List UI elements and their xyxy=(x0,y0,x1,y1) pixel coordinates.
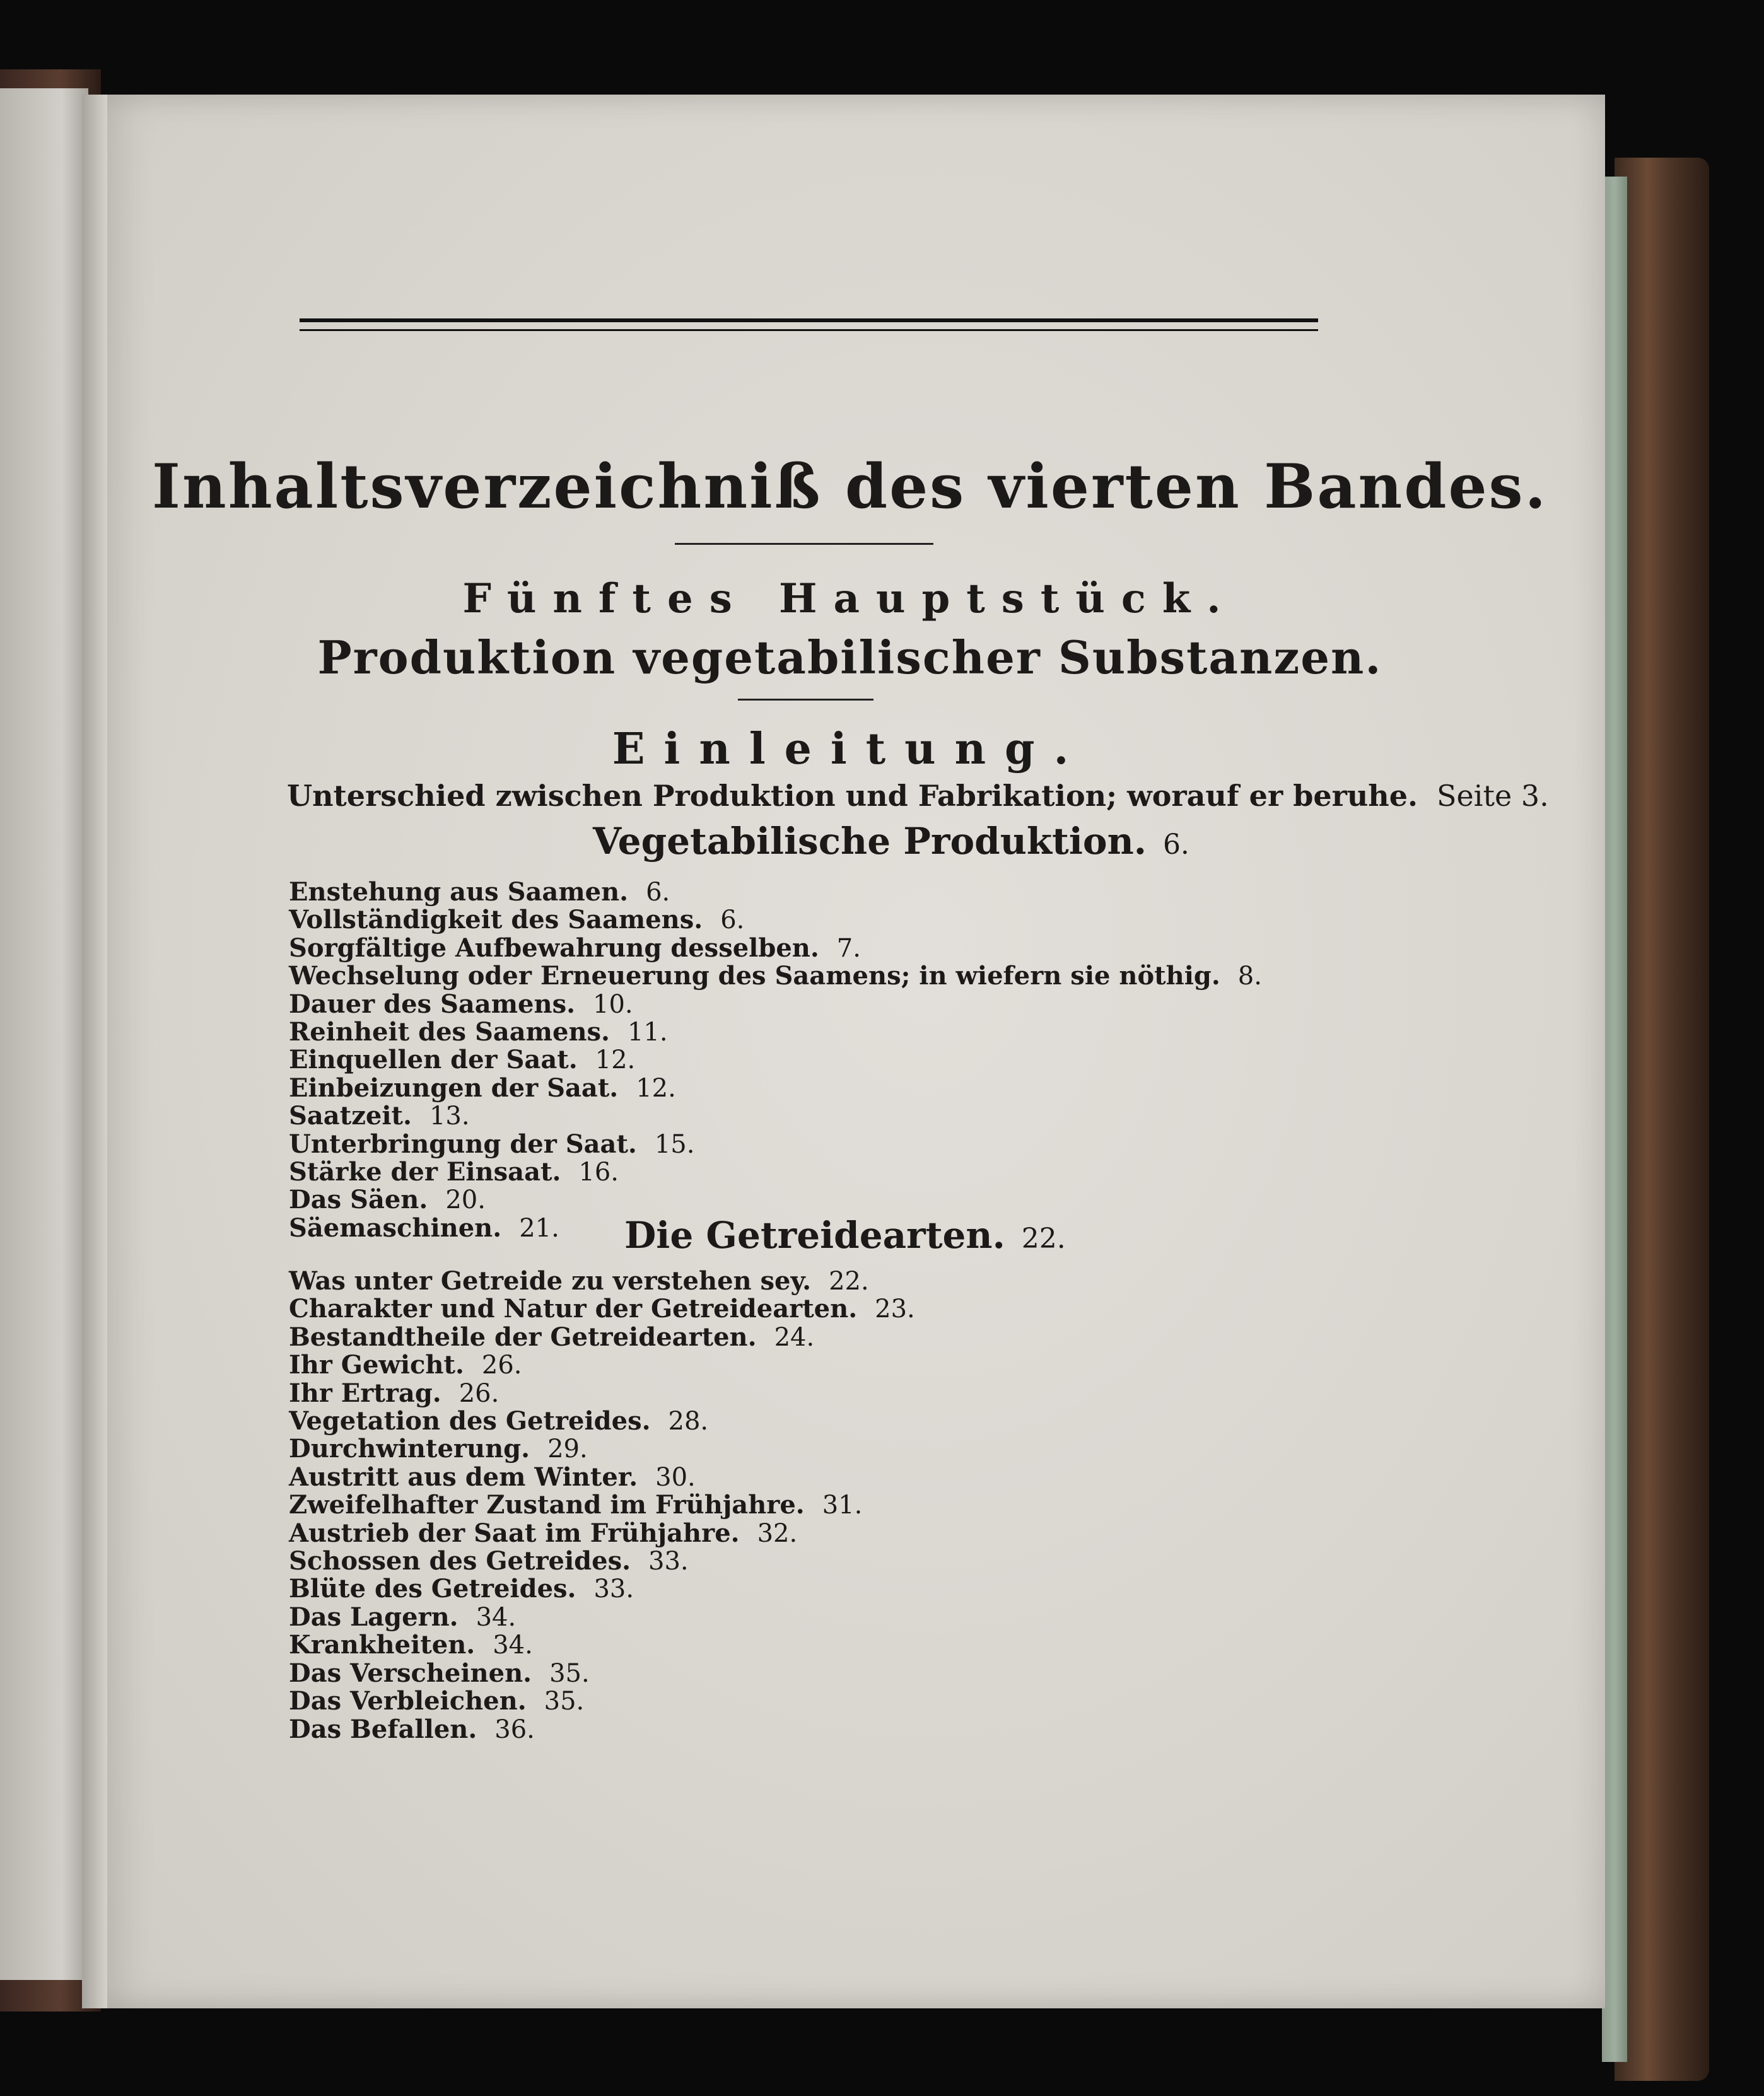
toc-entry-text: Blüte des Getreides. xyxy=(289,1574,576,1604)
toc-entry-page: 34. xyxy=(476,1602,517,1632)
toc-entry xyxy=(289,1380,915,1407)
toc-entry-page: 21. xyxy=(519,1213,559,1243)
toc-entry-page: 10. xyxy=(593,989,633,1019)
toc-entry xyxy=(289,1604,915,1631)
page-title: Inhaltsverzeichniß des vierten Bandes. xyxy=(152,451,1548,522)
toc-entry-text: Dauer des Saamens. xyxy=(289,989,576,1019)
toc-entry-page: 16. xyxy=(578,1158,619,1187)
toc-entry-page: 32. xyxy=(757,1518,798,1548)
toc-entry xyxy=(289,934,1262,962)
toc-entry-text: Das Lagern. xyxy=(289,1602,459,1632)
intro-heading: Einleitung. xyxy=(612,724,1088,774)
toc-entry-text: Vollständigkeit des Saamens. xyxy=(289,905,703,935)
section-title: Die Getreidearten. xyxy=(624,1214,1005,1257)
toc-entry-text: Zweifelhafter Zustand im Frühjahre. xyxy=(289,1490,805,1520)
toc-entry-page: 6. xyxy=(720,905,745,935)
toc-entry-page: 31. xyxy=(822,1491,863,1520)
toc-entry-page: 23. xyxy=(875,1295,915,1324)
toc-list xyxy=(289,878,1262,1242)
toc-entry-page: 6. xyxy=(646,878,670,907)
toc-entry-page: 36. xyxy=(494,1715,535,1744)
toc-entry xyxy=(289,962,1262,990)
toc-entry-page: 20. xyxy=(445,1185,486,1215)
section-title: Vegetabilische Produktion. xyxy=(593,820,1147,863)
toc-entry xyxy=(289,1018,1262,1046)
toc-entry xyxy=(289,1575,915,1603)
toc-entry-text: Das Säen. xyxy=(289,1185,428,1215)
toc-entry-text: Einbeizungen der Saat. xyxy=(289,1073,619,1103)
toc-entry-page: 12. xyxy=(595,1045,636,1075)
toc-entry-page: 15. xyxy=(654,1129,695,1159)
toc-entry xyxy=(289,1660,915,1687)
section-page: 6. xyxy=(1162,829,1189,861)
header-double-rule xyxy=(300,318,1318,331)
toc-entry-text: Enstehung aus Saamen. xyxy=(289,877,629,907)
toc-entry-page: 26. xyxy=(459,1378,499,1408)
toc-entry-text: Austritt aus dem Winter. xyxy=(289,1462,638,1492)
toc-entry-text: Stärke der Einsaat. xyxy=(289,1157,561,1187)
toc-entry-page: 33. xyxy=(593,1575,634,1604)
toc-entry xyxy=(289,1491,915,1519)
intro-entry xyxy=(287,779,1549,813)
toc-entry xyxy=(289,1046,1262,1074)
toc-entry-page: 11. xyxy=(627,1018,668,1047)
toc-entry-page: 22. xyxy=(829,1267,869,1296)
toc-entry xyxy=(289,1074,1262,1102)
toc-entry xyxy=(289,1687,915,1715)
title-divider xyxy=(675,543,933,545)
toc-entry-page: 30. xyxy=(655,1462,696,1492)
toc-entry-text: Austrieb der Saat im Frühjahre. xyxy=(289,1518,740,1548)
toc-entry xyxy=(289,1407,915,1435)
chapter-divider xyxy=(738,699,873,701)
toc-entry xyxy=(289,1520,915,1547)
toc-entry xyxy=(289,1131,1262,1158)
page-fore-edge xyxy=(1602,177,1627,2062)
toc-entry xyxy=(289,878,1262,906)
toc-entry-text: Vegetation des Getreides. xyxy=(289,1406,651,1436)
section-heading xyxy=(593,820,1189,863)
toc-entry-page: 24. xyxy=(774,1322,815,1352)
toc-entry-text: Das Verbleichen. xyxy=(289,1686,527,1716)
toc-entry-text: Ihr Ertrag. xyxy=(289,1378,441,1408)
book-page xyxy=(95,95,1605,2008)
toc-entry xyxy=(289,1186,1262,1214)
toc-entry xyxy=(289,991,1262,1018)
toc-entry-page: 7. xyxy=(836,933,861,963)
page-gutter xyxy=(82,95,107,2008)
section-page: 22. xyxy=(1021,1223,1066,1255)
toc-entry-text: Was unter Getreide zu verstehen sey. xyxy=(289,1266,812,1296)
intro-entry-page: Seite 3. xyxy=(1437,779,1549,813)
toc-entry-page: 35. xyxy=(549,1658,590,1688)
intro-entry-text: Unterschied zwischen Produktion und Fabrikation; worauf er beruhe. xyxy=(287,779,1418,813)
toc-entry-page: 28. xyxy=(668,1407,709,1436)
toc-entry-text: Krankheiten. xyxy=(289,1630,476,1660)
toc-entry xyxy=(289,906,1262,934)
chapter-heading: Fünftes Hauptstück. xyxy=(462,575,1237,622)
toc-entry-text: Unterbringung der Saat. xyxy=(289,1129,637,1159)
toc-entry xyxy=(289,1547,915,1575)
right-book-cover xyxy=(1615,158,1709,2081)
toc-entry xyxy=(289,1716,915,1744)
toc-entry-text: Schossen des Getreides. xyxy=(289,1546,631,1576)
toc-entry-page: 26. xyxy=(481,1351,522,1380)
toc-entry-page: 8. xyxy=(1237,962,1262,991)
toc-entry-text: Charakter und Natur der Getreidearten. xyxy=(289,1294,858,1324)
toc-entry xyxy=(289,1158,1262,1186)
toc-entry-text: Sorgfältige Aufbewahrung desselben. xyxy=(289,933,819,963)
chapter-subtitle: Produktion vegetabilischer Substanzen. xyxy=(317,631,1382,684)
toc-entry-text: Säemaschinen. xyxy=(289,1213,502,1243)
toc-entry xyxy=(289,1631,915,1659)
toc-entry-text: Einquellen der Saat. xyxy=(289,1045,578,1075)
toc-entry xyxy=(289,1267,915,1295)
toc-entry-text: Das Befallen. xyxy=(289,1714,477,1744)
section-heading xyxy=(624,1214,1066,1257)
toc-entry xyxy=(289,1464,915,1491)
toc-entry-text: Ihr Gewicht. xyxy=(289,1350,464,1380)
toc-list xyxy=(289,1267,915,1744)
toc-entry xyxy=(289,1102,1262,1130)
toc-entry xyxy=(289,1435,915,1463)
toc-entry xyxy=(289,1351,915,1379)
toc-entry-page: 13. xyxy=(429,1102,470,1131)
toc-entry-text: Reinheit des Saamens. xyxy=(289,1017,610,1047)
toc-entry xyxy=(289,1324,915,1351)
toc-entry-text: Wechselung oder Erneuerung des Saamens; in wiefern sie nöthig. xyxy=(289,961,1220,991)
toc-entry xyxy=(289,1295,915,1323)
toc-entry-page: 12. xyxy=(636,1073,676,1103)
toc-entry-page: 34. xyxy=(493,1631,533,1660)
toc-entry-page: 33. xyxy=(648,1547,689,1576)
toc-entry-text: Durchwinterung. xyxy=(289,1434,530,1464)
toc-entry-page: 35. xyxy=(544,1687,585,1716)
toc-entry-text: Bestandtheile der Getreidearten. xyxy=(289,1322,757,1352)
toc-entry-text: Das Verscheinen. xyxy=(289,1658,532,1688)
toc-entry-text: Saatzeit. xyxy=(289,1101,412,1131)
left-page-edge xyxy=(0,88,88,1980)
toc-entry-page: 29. xyxy=(547,1435,588,1464)
